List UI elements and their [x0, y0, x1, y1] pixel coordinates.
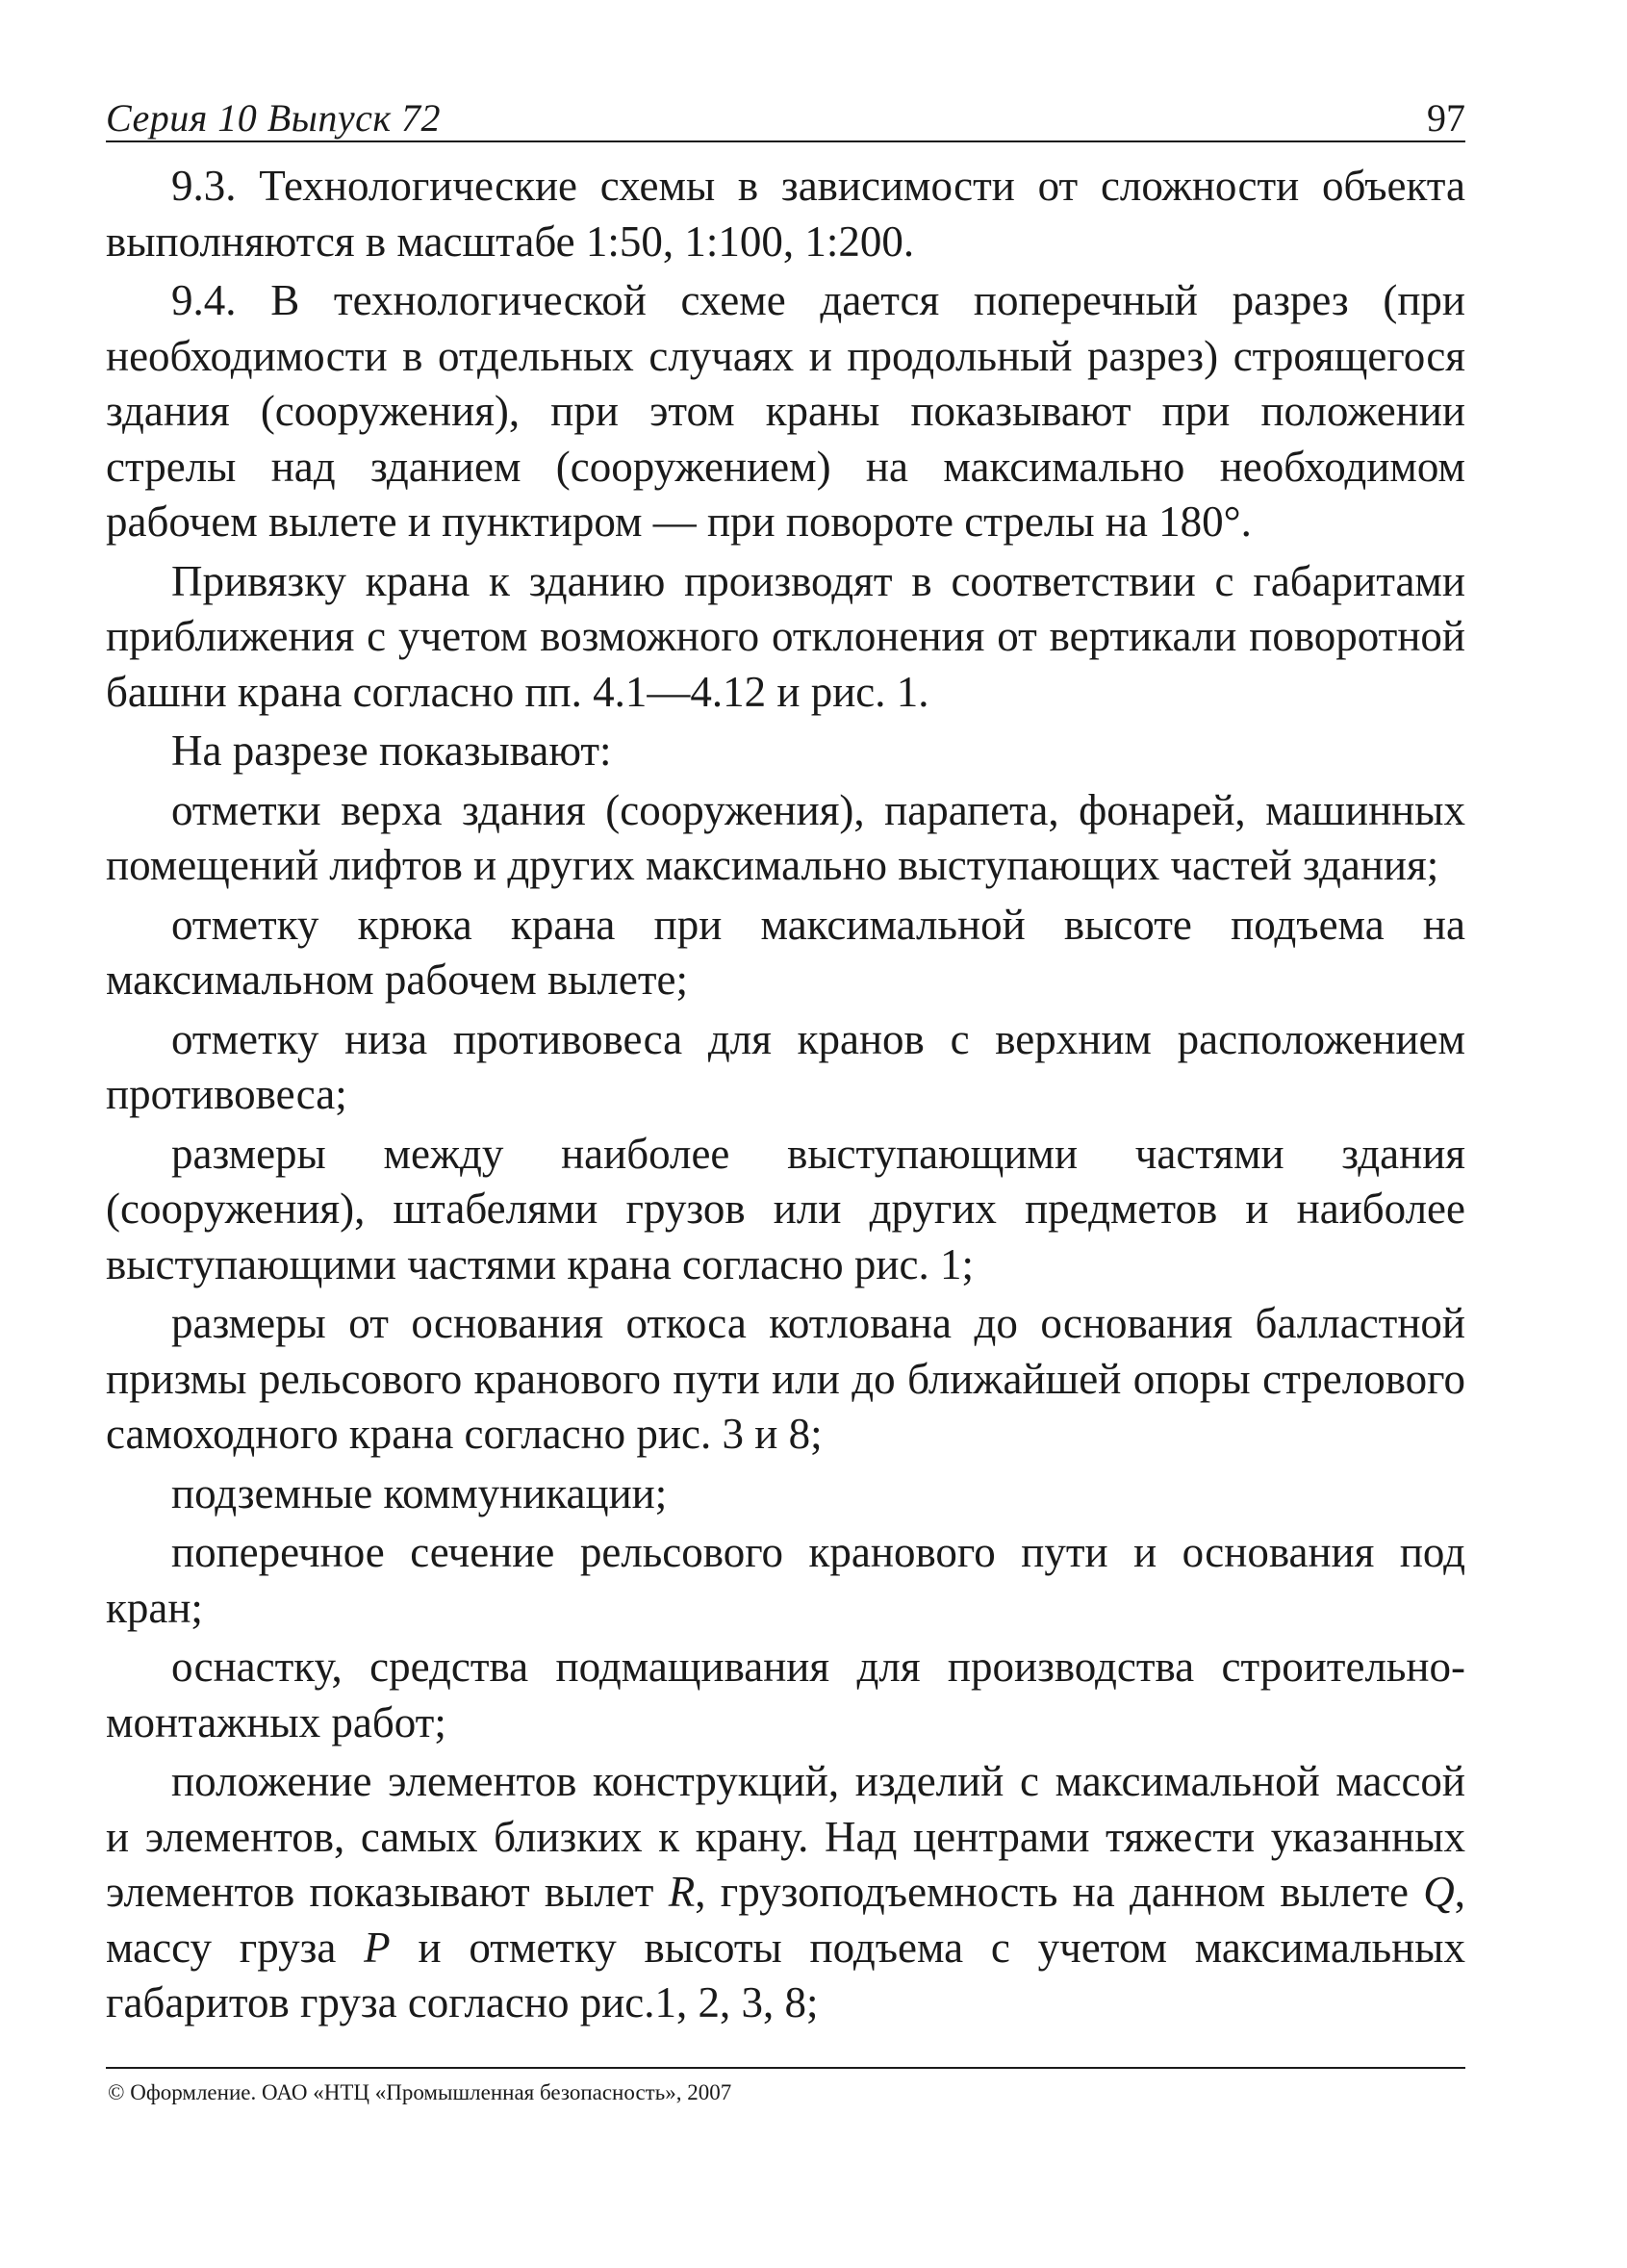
paragraph-section-intro: На разрезе показывают: — [171, 726, 612, 775]
paragraph-9-3: 9.3. Технологические схемы в зависимости от сложности объекта выполняются в масштабе 1:50, 1:100, 1:200. — [106, 162, 1465, 266]
header-rule — [106, 140, 1465, 142]
last-paragraph-part2: , грузоподъемность на данном вылете — [695, 1868, 1424, 1916]
list-item: поперечное сечение рельсового кранового пути и основания под кран; — [106, 1528, 1465, 1632]
list-item: размеры от основания откоса котлована до основания балластной призмы рельсового кранового пути или до ближайшей опоры стрелового самоходного крана согласно рис. 3 и 8; — [106, 1299, 1465, 1458]
page-header — [106, 94, 1465, 142]
variable-q: Q — [1423, 1868, 1455, 1916]
footer-rule — [106, 2067, 1465, 2069]
paragraph-9-4: 9.4. В технологической схеме дается поперечный разрез (при необходимости в отдельных случаях и продольный разрез) строящегося здания (сооружения), при этом краны показывают при положении стрелы над зданием (сооружением) на максимально необходимом рабочем вылете и пунктиром — при повороте стрелы на 180°. — [106, 276, 1465, 546]
variable-p: P — [364, 1923, 391, 1972]
series-title: Серия 10 Выпуск 72 — [106, 96, 442, 140]
list-item: подземные коммуникации; — [171, 1468, 668, 1517]
body-text — [106, 159, 1465, 2035]
list-item-last — [106, 1754, 1465, 2031]
footer-copyright: © Оформление. ОАО «НТЦ «Промышленная безопасность», 2007 — [108, 2080, 732, 2104]
variable-r: R — [668, 1868, 696, 1916]
list-item: отметки верха здания (сооружения), парапета, фонарей, машинных помещений лифтов и других максимально выступающих частей здания; — [106, 785, 1465, 889]
last-paragraph-part4: и отметку высоты подъема с учетом максимальных габаритов груза согласно рис.1, 2, 3, 8; — [106, 1923, 1465, 2026]
list-item: размеры между наиболее выступающими частями здания (сооружения), штабелями грузов или других предметов и наиболее выступающими частями крана согласно рис. 1; — [106, 1129, 1465, 1288]
paragraph-crane-binding: Привязку крана к зданию производят в соответствии с габаритами приближения с учетом возможного отклонения от вертикали поворотной башни крана согласно пп. 4.1—4.12 и рис. 1. — [106, 556, 1465, 716]
last-paragraph-part1: положение элементов конструкций, изделий с максимальной массой и элементов, самых близких к крану. Над центрами тяжести указанных элементов показывают вылет — [106, 1757, 1465, 1916]
last-paragraph-part3: , массу груза — [106, 1868, 1465, 1972]
list-item: отметку низа противовеса для кранов с верхним расположением противовеса; — [106, 1014, 1465, 1118]
list-item: отметку крюка крана при максимальной высоте подъема на максимальном рабочем вылете; — [106, 900, 1465, 1004]
list-item: оснастку, средства подмащивания для производства строительно-монтажных работ; — [106, 1643, 1465, 1746]
page-number: 97 — [1427, 96, 1465, 140]
